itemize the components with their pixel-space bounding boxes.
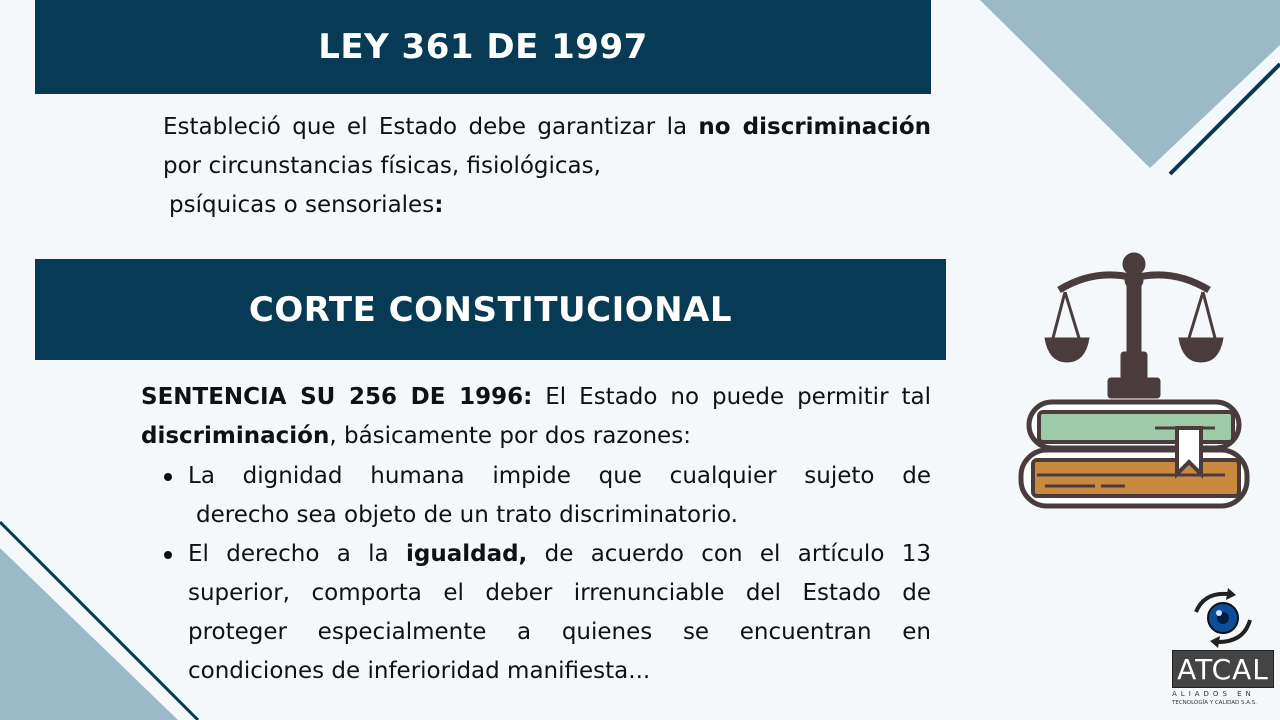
ley-banner [35,0,931,94]
sentencia-text-2: , básicamente por dos razones: [329,423,691,449]
ley-text-last-line [163,186,931,225]
ley-text-colon: : [434,192,444,218]
bottom-left-triangle [0,548,178,720]
logo-title: ATCAL [1172,650,1274,688]
scales-icon [1045,253,1223,398]
scales-of-justice-on-books-icon [1015,250,1250,512]
sentencia-text: El Estado no puede permitir tal [532,384,931,410]
logo-subtitle-2: TECNOLOGÍA Y CALIDAD S.A.S. [1172,700,1257,706]
bullet-1-line-2: derecho sea objeto de un trato discriminatorio. [196,502,738,528]
ley-text-bold: no discriminación [698,114,931,140]
ley-text-part-2: por circunstancias físicas, fisiológicas, [163,153,601,179]
bullet-2-text-a: El derecho a la [188,541,406,567]
eye-globe-icon [1188,588,1258,648]
bullet-2-bold: igualdad, [405,541,528,567]
reasons-list [188,457,931,691]
atcal-logo [1168,588,1278,716]
ley-text-part-3: psíquicas o sensoriales [169,192,435,218]
top-right-triangle [980,0,1280,168]
sentencia-label: SENTENCIA SU 256 DE 1996: [141,384,533,410]
sentencia-bold: discriminación [141,423,330,449]
corte-title: CORTE CONSTITUCIONAL [248,289,733,330]
ley-title: LEY 361 DE 1997 [318,27,648,67]
bullet-1-line-1: La dignidad humana impide que cualquier sujeto de [188,463,931,489]
list-item [188,535,931,691]
ley-text-part-1: Estableció que el Estado debe garantizar la [163,114,699,140]
sentencia-paragraph [141,378,931,456]
list-item [188,457,931,535]
corte-banner [35,259,946,360]
logo-subtitle-1: ALIADOS EN [1172,690,1255,698]
books-icon [1021,402,1247,506]
bullet-2-text-b: de acuerdo con el artículo 13 superior, comporta el deber irrenunciable del Estado de proteger especialmente a quienes se encuentran en condiciones de inferioridad manifiesta... [188,541,931,684]
ley-paragraph [163,108,931,225]
